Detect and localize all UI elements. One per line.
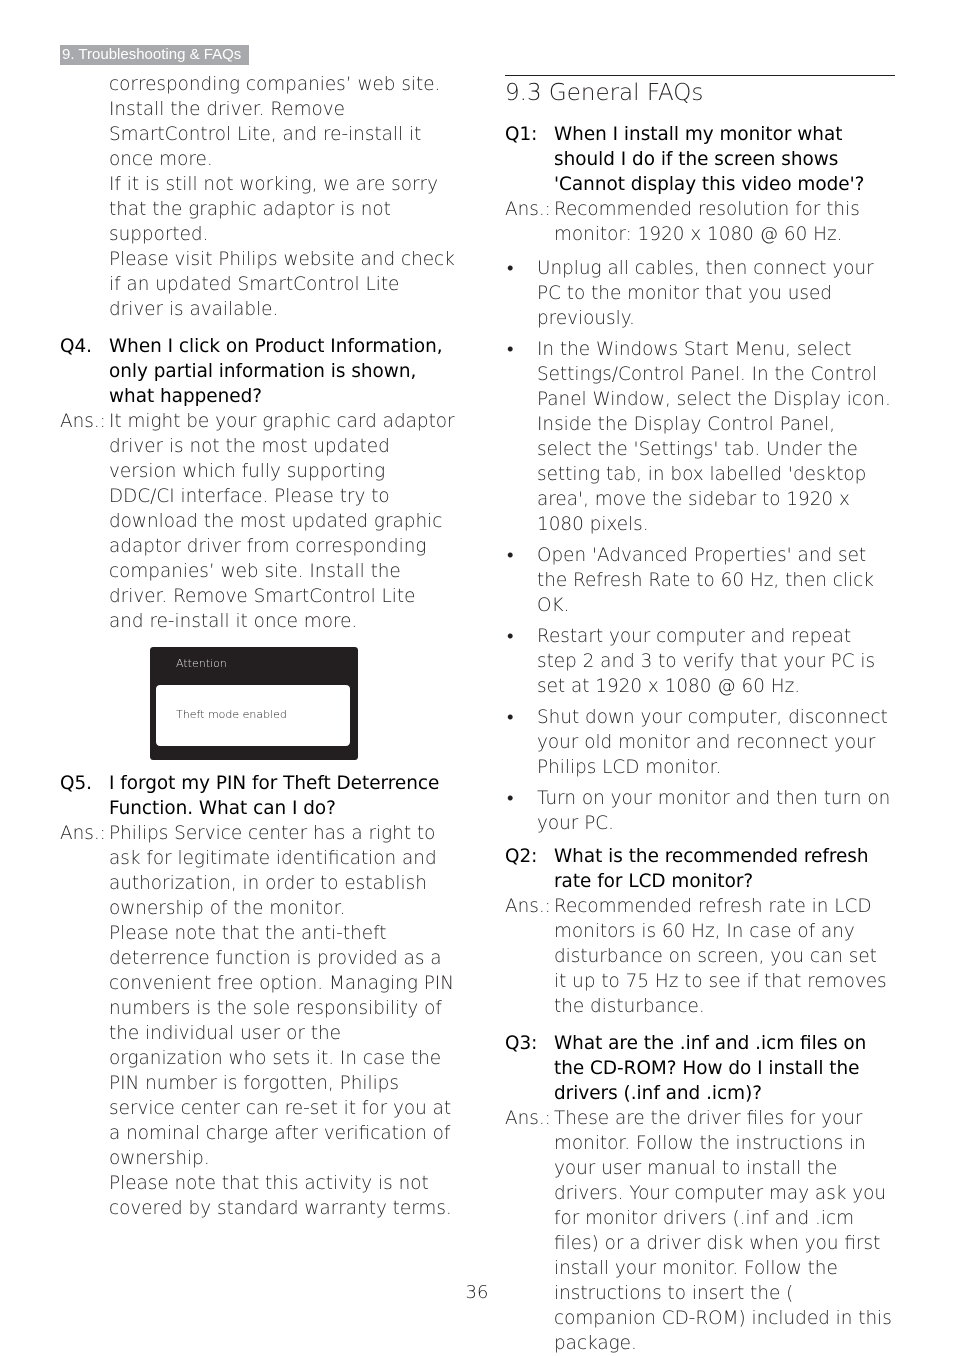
answer-text: These are the driver files for your monitor. Follow the instructions in your user manual to install the drivers. Your computer may ask you for monitor drivers (.inf and .icm files) or a driver disk when you first install your monitor. Follow the instructions to insert the ( companion CD-ROM) included in this package. (554, 1108, 892, 1354)
attention-message: Theft mode enabled (176, 708, 287, 721)
left-column (60, 72, 455, 1221)
answer-label: Ans.: (505, 1108, 551, 1129)
answer-q4 (60, 409, 455, 634)
troubleshooting-steps (505, 256, 895, 836)
question-text: When I click on Product Information, only partial information is shown, what happened? (109, 336, 443, 407)
list-item-text: Open 'Advanced Properties' and set the Refresh Rate to 60 Hz, then click OK. (537, 545, 874, 616)
page-number: 36 (465, 1282, 489, 1303)
intro-line: Install the driver. Remove SmartControl Lite, and re-install it once more. (109, 99, 422, 170)
intro-line: corresponding companies’ web site. (109, 74, 441, 95)
question-label: Q2: (505, 846, 538, 867)
question-q3 (505, 1031, 895, 1106)
answer-label: Ans.: (505, 199, 551, 220)
answer-q3 (505, 1106, 895, 1356)
list-item-text: Shut down your computer, disconnect your old monitor and reconnect your Philips LCD monitor. (537, 707, 888, 778)
section-divider (505, 75, 895, 76)
section-title: 9.3 General FAQs (505, 80, 704, 106)
intro-line: Please visit Philips website and check if an updated SmartControl Lite driver is available. (109, 249, 455, 320)
answer-text: Recommended refresh rate in LCD monitors is 60 Hz, In case of any disturbance on screen, you can set it up to 75 Hz to see if that removes the disturbance. (554, 896, 887, 1017)
attention-title: Attention (176, 657, 227, 670)
list-item-text: Turn on your monitor and then turn on your PC. (537, 788, 891, 834)
right-column (505, 75, 895, 1356)
list-item-text: Unplug all cables, then connect your PC to the monitor that you used previously. (537, 258, 874, 329)
bullet-icon: • (507, 626, 514, 647)
question-text: What are the .inf and .icm files on the CD-ROM? How do I install the drivers (.inf and .icm)? (554, 1033, 867, 1104)
section-header-tab: 9. Troubleshooting & FAQs (60, 45, 249, 65)
list-item-text: Restart your computer and repeat step 2 and 3 to verify that your PC is set at 1920 x 1080 @ 60 Hz. (537, 626, 876, 697)
attention-message-box (156, 685, 350, 746)
list-item (505, 786, 895, 836)
question-q5 (60, 771, 455, 821)
question-label: Q3: (505, 1033, 538, 1054)
answer-paragraph: Philips Service center has a right to ask for legitimate identification and authorization, in order to establish ownership of the monitor. (109, 823, 437, 919)
answer-body (109, 821, 455, 1221)
question-label: Q5. (60, 773, 93, 794)
answer-q2 (505, 894, 895, 1019)
list-item (505, 624, 895, 699)
answer-q5 (60, 821, 455, 1221)
answer-label: Ans.: (60, 823, 106, 844)
bullet-icon: • (507, 258, 514, 279)
list-item (505, 543, 895, 618)
question-label: Q4. (60, 336, 93, 357)
question-text: When I install my monitor what should I do if the screen shows 'Cannot display this video mode'? (554, 124, 865, 195)
answer-label: Ans.: (505, 896, 551, 917)
list-item (505, 256, 895, 331)
list-item (505, 337, 895, 537)
attention-dialog-image (150, 647, 358, 760)
answer-paragraph: Please note that the anti-theft deterrence function is provided as a convenient free option. Managing PIN numbers is the sole responsibility of the individual user or the organization who sets it. In case the PIN number is forgotten, Philips service center can re-set it for you at a nominal charge after verification of ownership. (109, 923, 454, 1169)
list-item-text: In the Windows Start Menu, select Settings/Control Panel. In the Control Panel Window, select the Display icon. Inside the Display Control Panel, select the 'Settings' tab. Under the setting tab, in box labelled 'desktop area', move the sidebar to 1920 x 1080 pixels. (537, 339, 891, 535)
answer-text: Recommended resolution for this monitor: 1920 x 1080 @ 60 Hz. (554, 199, 860, 245)
question-label: Q1: (505, 124, 538, 145)
question-text: What is the recommended refresh rate for LCD monitor? (554, 846, 869, 892)
answer-label: Ans.: (60, 411, 106, 432)
bullet-icon: • (507, 339, 514, 360)
question-q2 (505, 844, 895, 894)
list-item (505, 705, 895, 780)
intro-line: If it is still not working, we are sorry that the graphic adaptor is not supported. (109, 174, 439, 245)
question-q1 (505, 122, 895, 197)
answer-text: It might be your graphic card adaptor driver is not the most updated version which fully supporting DDC/CI interface. Please try to download the most updated graphic adaptor driver from corresponding companies’ web site. Install the driver. Remove SmartControl Lite and re-install it once more. (109, 411, 455, 632)
question-q4 (60, 334, 455, 409)
question-text: I forgot my PIN for Theft Deterrence Function. What can I do? (109, 773, 440, 819)
bullet-icon: • (507, 545, 514, 566)
answer-q1 (505, 197, 895, 247)
answer-paragraph: Please note that this activity is not covered by standard warranty terms. (109, 1173, 452, 1219)
bullet-icon: • (507, 788, 514, 809)
bullet-icon: • (507, 707, 514, 728)
